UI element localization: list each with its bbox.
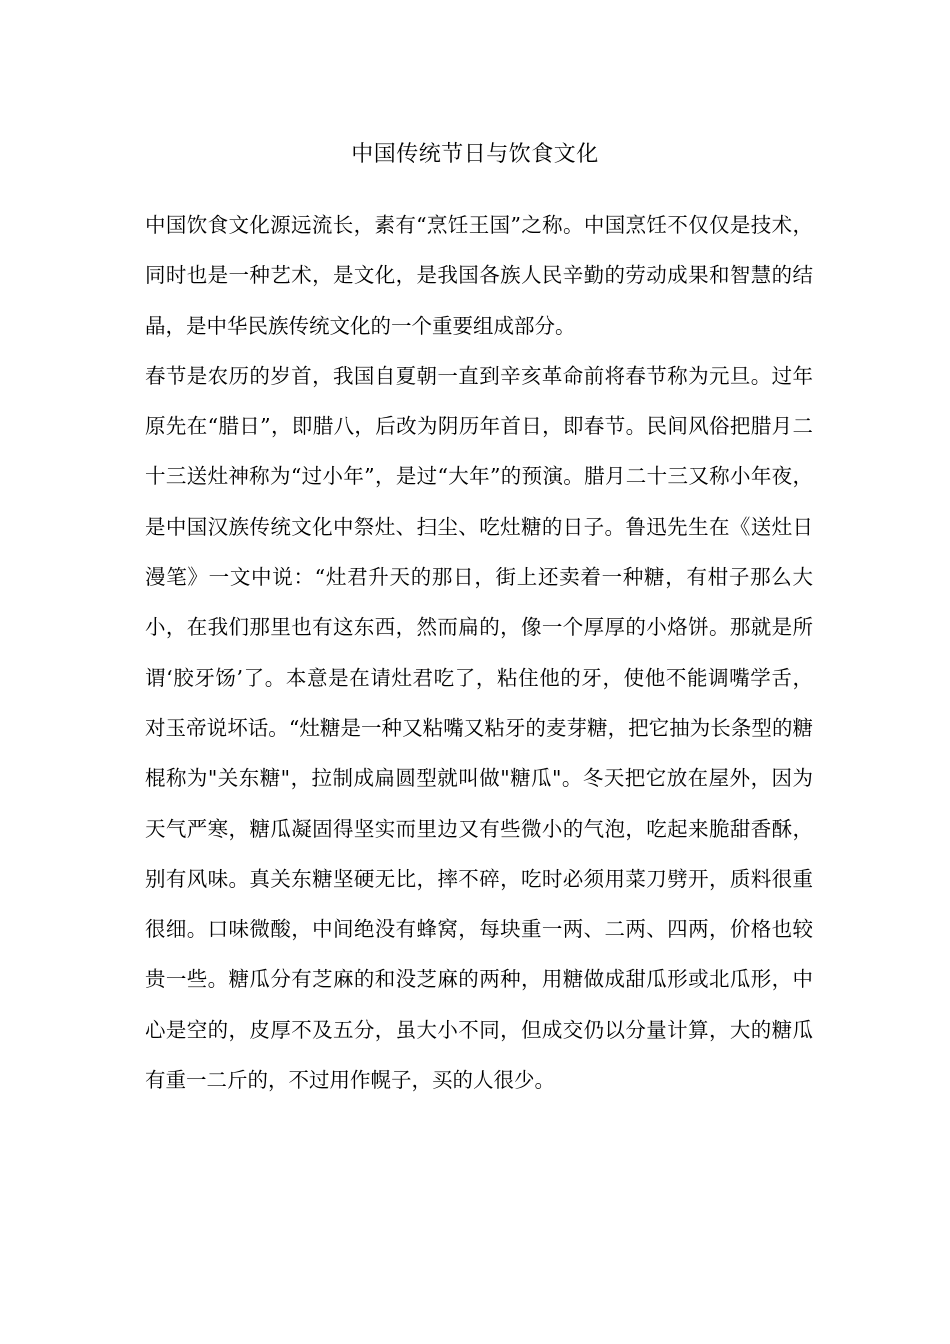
paragraph-intro: 中国饮食文化源远流长，素有“烹饪王国”之称。中国烹饪不仅仅是技术，同时也是一种艺术，是文化，是我国各族人民辛勤的劳动成果和智慧的结晶，是中华民族传统文化的一个重要组成部分。 [145, 213, 813, 338]
document-title: 中国传统节日与饮食文化 [351, 142, 599, 167]
paragraph-spring-festival: 春节是农历的岁首，我国自夏朝一直到辛亥革命前将春节称为元旦。过年原先在“腊日”，即腊八，后改为阴历年首日，即春节。民间风俗把腊月二十三送灶神称为“过小年”，是过“大年”的预演。腊月二十三又称小年夜，是中国汉族传统文化中祭灶、扫尘、吃灶糖的日子。鲁迅先生在《送灶日漫笔》一文中说：“灶君升天的那日，街上还卖着一种糖，有柑子那么大小，在我们那里也有这东西，然而扁的，像一个厚厚的小烙饼。那就是所谓‘胶牙饧’了。本意是在请灶君吃了，粘住他的牙，使他不能调嘴学舌，对玉帝说坏话。“灶糖是一种又粘嘴又粘牙的麦芽糖，把它抽为长条型的糖棍称为"关东糖"，拉制成扁圆型就叫做"糖瓜"。冬天把它放在屋外，因为天气严寒，糖瓜凝固得坚实而里边又有些微小的气泡，吃起来脆甜香酥，别有风味。真关东糖坚硬无比，摔不碎，吃时必须用菜刀劈开，质料很重很细。口味微酸，中间绝没有蜂窝，每块重一两、二两、四两，价格也较贵一些。糖瓜分有芝麻的和没芝麻的两种，用糖做成甜瓜形或北瓜形，中心是空的，皮厚不及五分，虽大小不同，但成交仍以分量计算，大的糖瓜有重一二斤的，不过用作幌子，买的人很少。 [145, 363, 813, 1093]
document-body [145, 200, 813, 1105]
